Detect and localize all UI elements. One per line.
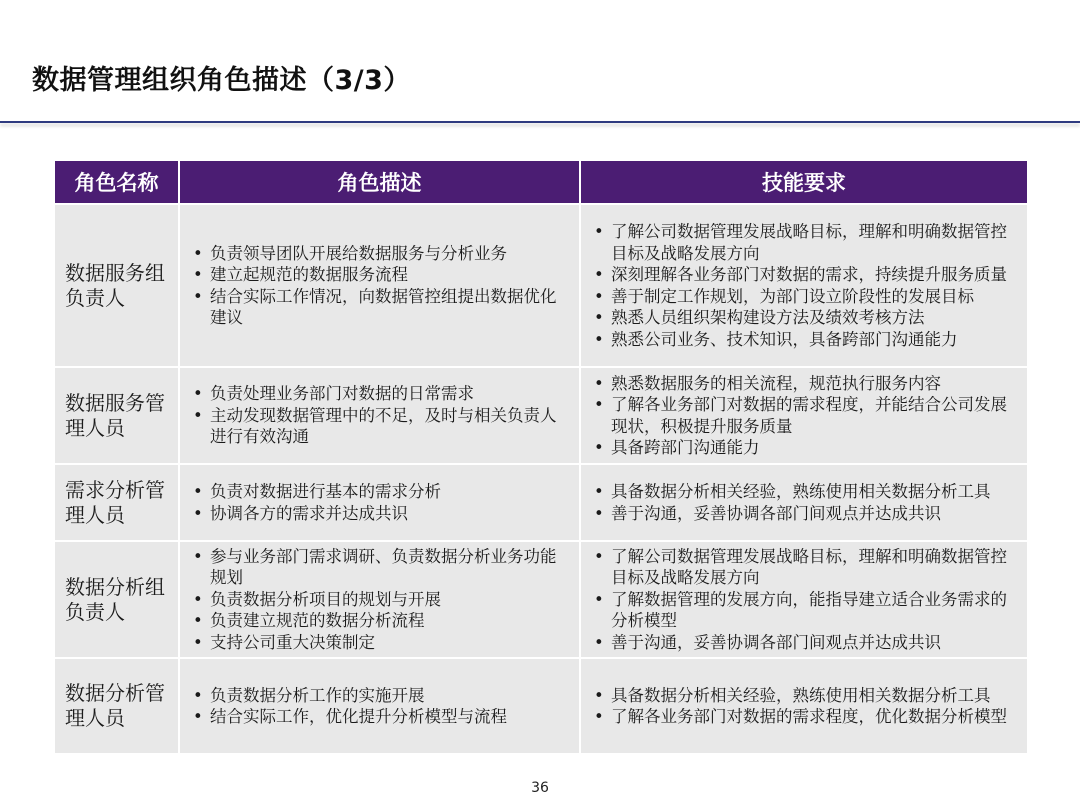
page-number: 36: [531, 780, 549, 796]
role-name: 数据分析管理人员: [65, 681, 165, 730]
role-description-cell: [180, 542, 581, 659]
list-item: • 协调各方的需求并达成共识: [188, 503, 571, 525]
list-item: • 负责数据分析项目的规划与开展: [188, 589, 571, 611]
list-item: • 深刻理解各业务部门对数据的需求，持续提升服务质量: [589, 264, 1019, 286]
role-description-cell: [180, 659, 581, 755]
page-title: 数据管理组织角色描述（3/3）: [32, 65, 411, 96]
list-item: • 负责数据分析工作的实施开展: [188, 685, 571, 707]
list-item: • 负责领导团队开展给数据服务与分析业务: [188, 243, 571, 265]
list-item: • 熟悉人员组织架构建设方法及绩效考核方法: [589, 307, 1019, 329]
skill-requirements-cell: [581, 542, 1027, 659]
role-name: 数据服务管理人员: [65, 390, 165, 440]
description-list: [180, 481, 579, 524]
header-role-description: 角色描述: [180, 161, 581, 205]
role-description-cell: [180, 465, 581, 542]
description-list: [180, 685, 579, 728]
role-name: 需求分析管理人员: [65, 477, 165, 527]
list-item: • 了解公司数据管理发展战略目标，理解和明确数据管控目标及战略发展方向: [589, 546, 1019, 589]
role-description-cell: [180, 368, 581, 465]
skills-list: [581, 481, 1027, 524]
skill-requirements-cell: [581, 659, 1027, 755]
role-table: [55, 161, 1027, 755]
role-name-cell: [55, 659, 180, 755]
list-item: • 负责建立规范的数据分析流程: [188, 610, 571, 632]
skill-requirements-cell: [581, 465, 1027, 542]
role-description-cell: [180, 205, 581, 368]
role-name-cell: [55, 542, 180, 659]
table-header-row: [55, 161, 1027, 205]
list-item: • 熟悉数据服务的相关流程，规范执行服务内容: [589, 373, 1019, 395]
skills-list: [581, 685, 1027, 728]
header-role-name: 角色名称: [55, 161, 180, 205]
list-item: • 具备跨部门沟通能力: [589, 437, 1019, 459]
list-item: • 参与业务部门需求调研、负责数据分析业务功能规划: [188, 546, 571, 589]
list-item: • 善于制定工作规划，为部门设立阶段性的发展目标: [589, 286, 1019, 308]
list-item: • 支持公司重大决策制定: [188, 632, 571, 654]
list-item: • 具备数据分析相关经验，熟练使用相关数据分析工具: [589, 481, 1019, 503]
skill-requirements-cell: [581, 205, 1027, 368]
list-item: • 负责处理业务部门对数据的日常需求: [188, 383, 571, 405]
table-row: [55, 659, 1027, 755]
skills-list: [581, 221, 1027, 350]
list-item: • 了解数据管理的发展方向，能指导建立适合业务需求的分析模型: [589, 589, 1019, 632]
header-skill-requirements: 技能要求: [581, 161, 1027, 205]
skills-list: [581, 546, 1027, 654]
list-item: • 熟悉公司业务、技术知识，具备跨部门沟通能力: [589, 329, 1019, 351]
role-name: 数据服务组负责人: [65, 260, 165, 310]
list-item: • 具备数据分析相关经验，熟练使用相关数据分析工具: [589, 685, 1019, 707]
list-item: • 结合实际工作，优化提升分析模型与流程: [188, 706, 571, 728]
list-item: • 结合实际工作情况，向数据管控组提出数据优化建议: [188, 286, 571, 329]
list-item: • 负责对数据进行基本的需求分析: [188, 481, 571, 503]
role-name: 数据分析组负责人: [65, 574, 165, 624]
table-row: [55, 465, 1027, 542]
list-item: • 了解公司数据管理发展战略目标，理解和明确数据管控目标及战略发展方向: [589, 221, 1019, 264]
role-name-cell: [55, 465, 180, 542]
list-item: • 了解各业务部门对数据的需求程度，并能结合公司发展现状，积极提升服务质量: [589, 394, 1019, 437]
skills-list: [581, 373, 1027, 459]
title-divider: [0, 121, 1080, 123]
description-list: [180, 243, 579, 329]
list-item: • 善于沟通，妥善协调各部门间观点并达成共识: [589, 503, 1019, 525]
description-list: [180, 383, 579, 448]
skill-requirements-cell: [581, 368, 1027, 465]
role-name-cell: [55, 205, 180, 368]
table-row: [55, 368, 1027, 465]
table-row: [55, 542, 1027, 659]
description-list: [180, 546, 579, 654]
table-row: [55, 205, 1027, 368]
list-item: • 建立起规范的数据服务流程: [188, 264, 571, 286]
list-item: • 主动发现数据管理中的不足，及时与相关负责人进行有效沟通: [188, 405, 571, 448]
list-item: • 善于沟通，妥善协调各部门间观点并达成共识: [589, 632, 1019, 654]
list-item: • 了解各业务部门对数据的需求程度，优化数据分析模型: [589, 706, 1019, 728]
role-name-cell: [55, 368, 180, 465]
